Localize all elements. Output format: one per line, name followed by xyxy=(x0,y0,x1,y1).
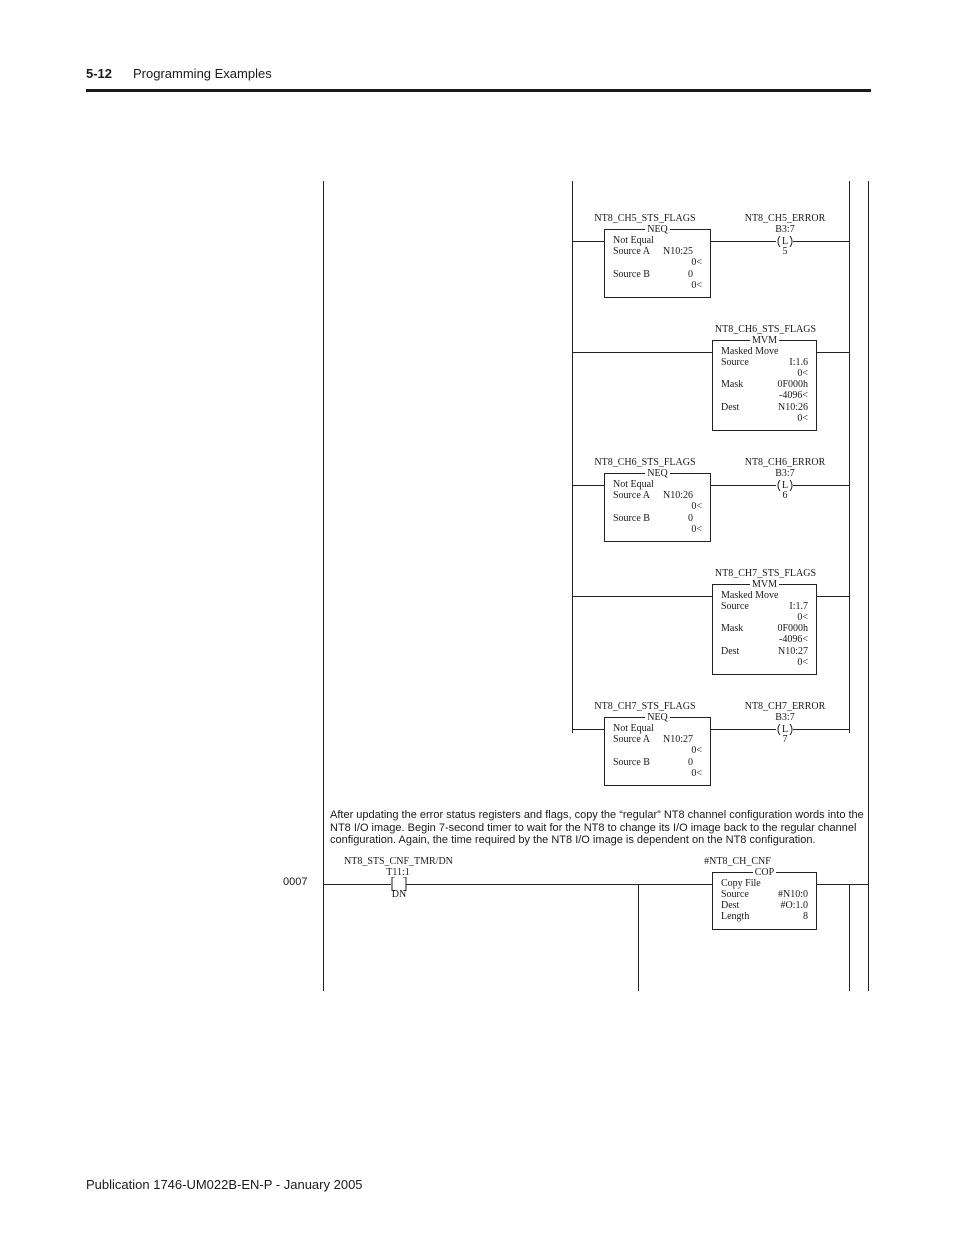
wire xyxy=(816,352,849,353)
neq-ch6-tag: NT8_CH6_STS_FLAGS xyxy=(594,457,696,468)
coil-ch7-type: L xyxy=(781,724,789,735)
source-value: I:1.6 xyxy=(789,357,808,368)
coil-ch5-tag: NT8_CH5_ERROR xyxy=(744,213,826,224)
contact-tag: NT8_STS_CNF_TMR/DN xyxy=(344,856,453,867)
coil-ch6-address: B3:7 xyxy=(775,468,795,479)
neq-ch7-tag: NT8_CH7_STS_FLAGS xyxy=(594,701,696,712)
branch-left-wire xyxy=(572,181,573,733)
mask-label: Mask xyxy=(721,623,744,634)
coil-ch6-tag: NT8_CH6_ERROR xyxy=(744,457,826,468)
neq-ch5-desc: Not Equal xyxy=(613,235,654,246)
source-value: #N10:0 xyxy=(778,889,808,900)
cop-mnemonic: COP xyxy=(754,867,775,878)
source-b-label: Source B xyxy=(613,757,650,768)
neq-ch5-tag: NT8_CH5_STS_FLAGS xyxy=(594,213,696,224)
coil-ch5-bit: 5 xyxy=(782,246,788,257)
source-b-value: 0 xyxy=(688,757,693,768)
wire xyxy=(710,241,776,242)
wire xyxy=(323,884,391,885)
mask-current: -4096< xyxy=(779,634,808,645)
contact-address: T11:1 xyxy=(386,867,410,878)
cop-tag: #NT8_CH_CNF xyxy=(704,856,771,867)
wire xyxy=(793,241,849,242)
coil-ch7-tag: NT8_CH7_ERROR xyxy=(744,701,826,712)
mask-current: -4096< xyxy=(779,390,808,401)
rung-0007-branch-left xyxy=(638,884,639,991)
source-current: 0< xyxy=(797,612,808,623)
source-label: Source xyxy=(721,889,749,900)
mask-label: Mask xyxy=(721,379,744,390)
source-b-value: 0 xyxy=(688,513,693,524)
coil-ch6-type: L xyxy=(781,480,789,491)
cop-desc: Copy File xyxy=(721,878,761,889)
source-a-value: N10:25 xyxy=(663,246,693,257)
wire xyxy=(793,485,849,486)
source-b-label: Source B xyxy=(613,269,650,280)
rung-number: 0007 xyxy=(283,876,308,888)
neq-ch7-block[interactable] xyxy=(604,712,711,786)
source-a-label: Source A xyxy=(613,246,650,257)
neq-ch7-desc: Not Equal xyxy=(613,723,654,734)
dest-label: Dest xyxy=(721,900,740,911)
neq-ch7-mnemonic: NEQ xyxy=(647,712,668,723)
wire xyxy=(572,729,605,730)
source-a-current: 0< xyxy=(691,501,702,512)
wire xyxy=(710,729,776,730)
dest-value: #O:1.0 xyxy=(780,900,808,911)
section-title: Programming Examples xyxy=(133,66,272,81)
coil-ch5-address: B3:7 xyxy=(775,224,795,235)
neq-ch5-block[interactable] xyxy=(604,224,711,298)
source-a-value: N10:27 xyxy=(663,734,693,745)
mvm-ch6-tag: NT8_CH6_STS_FLAGS xyxy=(714,324,817,335)
neq-ch6-mnemonic: NEQ xyxy=(647,468,668,479)
dest-current: 0< xyxy=(797,413,808,424)
wire xyxy=(816,884,868,885)
page-number: 5-12 xyxy=(86,66,113,81)
source-label: Source xyxy=(721,601,749,612)
wire xyxy=(572,596,713,597)
wire xyxy=(710,485,776,486)
mvm-ch7-desc: Masked Move xyxy=(721,590,779,601)
source-b-value: 0 xyxy=(688,269,693,280)
length-label: Length xyxy=(721,911,750,922)
wire xyxy=(572,485,605,486)
neq-ch6-desc: Not Equal xyxy=(613,479,654,490)
source-b-label: Source B xyxy=(613,513,650,524)
contact-bit: DN xyxy=(391,889,407,900)
wire xyxy=(816,596,849,597)
mvm-ch7-tag: NT8_CH7_STS_FLAGS xyxy=(714,568,817,579)
source-a-label: Source A xyxy=(613,734,650,745)
dest-label: Dest xyxy=(721,402,740,413)
source-value: I:1.7 xyxy=(789,601,808,612)
dest-current: 0< xyxy=(797,657,808,668)
publication-footer: Publication 1746-UM022B-EN-P - January 2005 xyxy=(86,1177,363,1192)
right-power-rail xyxy=(868,181,869,991)
source-b-current: 0< xyxy=(691,768,702,779)
rung-0007-branch-right xyxy=(849,884,850,991)
dest-value: N10:27 xyxy=(778,646,808,657)
wire xyxy=(572,352,713,353)
dest-value: N10:26 xyxy=(778,402,808,413)
source-a-current: 0< xyxy=(691,257,702,268)
cop-block[interactable] xyxy=(712,867,817,930)
mask-value: 0F000h xyxy=(777,623,808,634)
dest-label: Dest xyxy=(721,646,740,657)
neq-ch5-mnemonic: NEQ xyxy=(647,224,668,235)
mvm-ch6-block[interactable] xyxy=(712,335,817,431)
source-a-current: 0< xyxy=(691,745,702,756)
wire xyxy=(406,884,713,885)
coil-ch7-address: B3:7 xyxy=(775,712,795,723)
coil-ch5-type: L xyxy=(781,236,789,247)
source-a-value: N10:26 xyxy=(663,490,693,501)
wire xyxy=(793,729,849,730)
neq-ch6-block[interactable] xyxy=(604,468,711,542)
source-b-current: 0< xyxy=(691,524,702,535)
rung-description: After updating the error status registers and flags, copy the “regular” NT8 channel configuration words into the NT8 I/O image. Begin 7-second timer to wait for the NT8 to change its I/O image back to the regular channel configuration. Again, the time required by the NT8 I/O image is dependent on the NT8 configuration. xyxy=(330,809,864,846)
coil-ch7-bit: 7 xyxy=(782,734,788,745)
mvm-ch7-block[interactable] xyxy=(712,579,817,675)
mvm-ch7-mnemonic: MVM xyxy=(751,579,777,590)
source-a-label: Source A xyxy=(613,490,650,501)
mask-value: 0F000h xyxy=(777,379,808,390)
wire xyxy=(572,241,605,242)
header-rule xyxy=(86,89,871,92)
mvm-ch6-mnemonic: MVM xyxy=(751,335,777,346)
coil-ch6-bit: 6 xyxy=(782,490,788,501)
length-value: 8 xyxy=(803,911,808,922)
left-power-rail xyxy=(323,181,324,991)
mvm-ch6-desc: Masked Move xyxy=(721,346,779,357)
branch-right-wire xyxy=(849,181,850,733)
source-current: 0< xyxy=(797,368,808,379)
source-label: Source xyxy=(721,357,749,368)
source-b-current: 0< xyxy=(691,280,702,291)
